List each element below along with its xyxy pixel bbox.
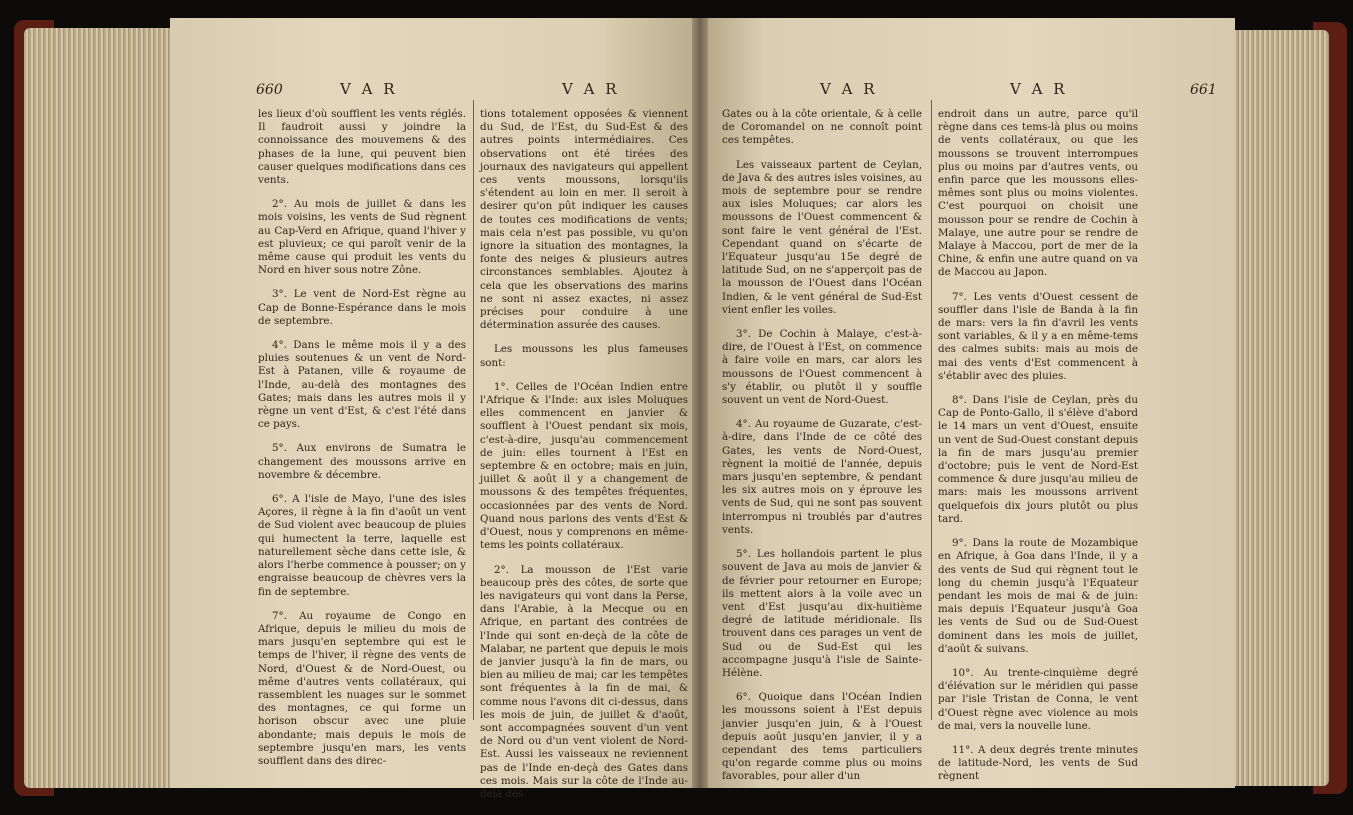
running-head: V A R: [1010, 80, 1068, 98]
paragraph: tions totalement opposées & viennent du Sud, de l'Est, du Sud-Est & des autres points intermédiaires. Ces observations ont été tirées des journaux des navigateurs qui appellent ces vents moussons, lorsqu'ils s'étendent au loin en mer. Il seroit à desirer qu'on pût indiquer les causes de toutes ces modifications de vents; mais cela n'est pas possible, vu qu'on ignore la situation des montagnes, la fonte des neiges & plusieurs autres circonstances semblables. Ajoutez à cela que les observations des marins ne sont ni assez exactes, ni assez précises pour conduire à une détermination assurée des causes.: [480, 108, 688, 332]
column-rule: [931, 100, 932, 720]
page-number: 660: [256, 82, 283, 98]
paragraph: 6°. A l'isle de Mayo, l'une des isles Açores, il règne à la fin d'août un vent de Sud violent avec beaucoup de pluies qui humectent la terre, laquelle est naturellement sèche dans cette isle, & alors l'herbe commence à pousser; on y engraisse beaucoup de chèvres vers la fin de septembre.: [258, 493, 466, 598]
paragraph: 8°. Dans l'isle de Ceylan, près du Cap de Ponto-Gallo, il s'élève d'abord le 14 mars un vent d'Ouest, ensuite un vent de Sud-Ouest constant depuis la fin de mars jusqu'au premier d'octobre; puis le vent de Nord-Est commence & dure jusqu'au milieu de mars: mais les moussons arrivent quelquefois dix jours plutôt ou plus tard.: [938, 394, 1138, 525]
paragraph: 7°. Au royaume de Congo en Afrique, depuis le milieu du mois de mars jusqu'en septembre qui est le temps de l'hiver, il règne des vents de Nord, d'Ouest & de Nord-Ouest, ou même d'autres vents collatéraux, qui rassemblent les nuages sur le sommet des montagnes, ce qui forme un horison obscur avec une pluie abondante; mais depuis le mois de septembre jusqu'en mars, les vents soufflent dans des direc-: [258, 609, 466, 767]
page-edges-left: [24, 28, 174, 788]
right-page: [700, 18, 1235, 788]
paragraph: 5°. Les hollandois partent le plus souvent de Java au mois de janvier & de février pour retourner en Europe; ils mettent alors à la voile avec un vent d'Est jusqu'au dix-huitième degré de latitude méridionale. Ils trouvent dans ces parages un vent de Sud ou de Sud-Est qui les accompagne jusqu'à l'isle de Sainte-Hélène.: [722, 548, 922, 679]
paragraph: 5°. Aux environs de Sumatra le changement des moussons arrive en novembre & décembre.: [258, 442, 466, 481]
paragraph: 1°. Celles de l'Océan Indien entre l'Afrique & l'Inde: aux isles Moluques elles commencent en janvier & soufflent à l'Ouest pendant six mois, c'est-à-dire, jusqu'au commencement de juin: elles tournent à l'Est en septembre & en octobre; mais en juin, juillet & août il y a changement de moussons & des tempêtes fréquentes, occasionnées par des vents de Nord. Quand nous parlons des vents d'Est & d'Ouest, nous y comprenons en même-tems les points collatéraux.: [480, 380, 688, 552]
paragraph: 10°. Au trente-cinquième degré d'élévation sur le méridien qui passe par l'isle Tristan de Conna, le vent d'Ouest règne avec violence au mois de mai, vers la nouvelle lune.: [938, 666, 1138, 732]
paragraph: Gates ou à la côte orientale, & à celle de Coromandel on ne connoît point ces tempêtes.: [722, 108, 922, 147]
book-gutter: [692, 18, 708, 788]
text-column-2: [938, 108, 1138, 795]
column-rule: [473, 100, 474, 720]
paragraph: 11°. A deux degrés trente minutes de latitude-Nord, les vents de Sud règnent: [938, 743, 1138, 783]
paragraph: 9°. Dans la route de Mozambique en Afrique, à Goa dans l'Inde, il y a des vents de Sud qui règnent tout le long du chemin jusqu'à l'Equateur pendant les mois de mai & de juin: mais depuis l'Equateur jusqu'à Goa les vents de Sud ou de Sud-Ouest dominent dans les mois de juillet, d'août & suivans.: [938, 537, 1138, 655]
left-page: [170, 18, 700, 800]
text-column-1: [258, 108, 466, 779]
paragraph: 6°. Quoique dans l'Océan Indien les moussons soient à l'Est depuis janvier jusqu'en juin, & à l'Ouest depuis août jusqu'en janvier, il y a cependant des tems particuliers qu'on regarde comme plus ou moins favorables, pour aller d'un: [722, 691, 922, 783]
running-head: V A R: [820, 80, 878, 98]
paragraph: 4°. Dans le même mois il y a des pluies soutenues & un vent de Nord-Est à Patanen, ville & royaume de l'Inde, au-delà des montagnes des Gates; mais dans les autres mois il y règne un vent d'Est, & c'est l'été dans ce pays.: [258, 339, 466, 431]
page-number: 661: [1190, 82, 1217, 98]
paragraph: 3°. Le vent de Nord-Est règne au Cap de Bonne-Espérance dans le mois de septembre.: [258, 288, 466, 327]
paragraph: 2°. La mousson de l'Est varie beaucoup près des côtes, de sorte que les navigateurs qui vont dans la Perse, dans l'Arabie, à la Mecque ou en Afrique, en partant des contrées de l'Inde qui sont en-deçà de la côte de Malabar, ne partent que depuis le mois de janvier jusqu'à la fin de mars, ou bien au milieu de mai; car les tempêtes sont fréquentes à la fin de mai, & comme nous l'avons dit ci-dessus, dans les mois de juin, de juillet & d'août, sont accompagnées souvent d'un vent de Nord ou d'un vent violent de Nord-Est. Aussi les vaisseaux ne reviennent pas de l'Inde en-deçà des Gates dans ces mois. Mais sur la côte de l'Inde au-delà des: [480, 563, 688, 800]
text-column-2: [480, 108, 688, 812]
running-head: V A R: [340, 80, 398, 98]
paragraph: Les vaisseaux partent de Ceylan, de Java & des autres isles voisines, au mois de septembre pour se rendre aux isles Moluques; car alors les moussons de l'Ouest commencent & sont faire le vent général de l'Est. Cependant quand on s'écarte de l'Equateur jusqu'au 15e degré de latitude Sud, on ne s'apperçoit pas de la mousson de l'Ouest dans l'Océan Indien, & le vent général de Sud-Est vient enfler les voiles.: [722, 158, 922, 316]
paragraph: Les moussons les plus fameuses sont:: [480, 343, 688, 369]
paragraph: 2°. Au mois de juillet & dans les mois voisins, les vents de Sud règnent au Cap-Verd en Afrique, quand l'hiver y est pluvieux; ce qui paroît venir de la même cause qui produit les vents du Nord en hiver sous notre Zône.: [258, 198, 466, 277]
page-edges-right: [1233, 30, 1329, 786]
text-column-1: [722, 108, 922, 795]
paragraph: 7°. Les vents d'Ouest cessent de souffler dans l'isle de Banda à la fin de mars: vers la fin d'avril les vents sont variables, & il y a en même-tems des calmes subits: mais au mois de mai des vents d'Est commencent à s'établir avec des pluies.: [938, 290, 1138, 382]
paragraph: 3°. De Cochin à Malaye, c'est-à-dire, de l'Ouest à l'Est, on commence à faire voile en mars, car alors les moussons de l'Ouest commencent à s'y établir, ou plutôt il y souffle souvent un vent de Nord-Ouest.: [722, 328, 922, 407]
running-head: V A R: [562, 80, 620, 98]
paragraph: endroit dans un autre, parce qu'il règne dans ces tems-là plus ou moins de vents collatéraux, ou que les moussons se trouvent interrompues plus ou moins par d'autres vents, ou enfin parce que les moussons elles-mêmes sont plus ou moins violentes. C'est pourquoi on choisit une mousson pour se rendre de Cochin à Malaye, une autre pour se rendre de Malaye à Maccou, port de mer de la Chine, & enfin une autre quand on va de Maccou au Japon.: [938, 108, 1138, 279]
paragraph: les lieux d'où soufflent les vents réglés. Il faudroit aussi y joindre la connoissance des mouvemens & des phases de la lune, qui peuvent bien causer quelques modifications dans ces vents.: [258, 108, 466, 187]
paragraph: 4°. Au royaume de Guzarate, c'est-à-dire, dans l'Inde de ce côté des Gates, les vents de Nord-Ouest, règnent la moitié de l'année, depuis mars jusqu'en septembre, & pendant les six autres mois on y éprouve les vents de Sud, qui ne sont pas souvent interrompus ni troublés par d'autres vents.: [722, 418, 922, 536]
